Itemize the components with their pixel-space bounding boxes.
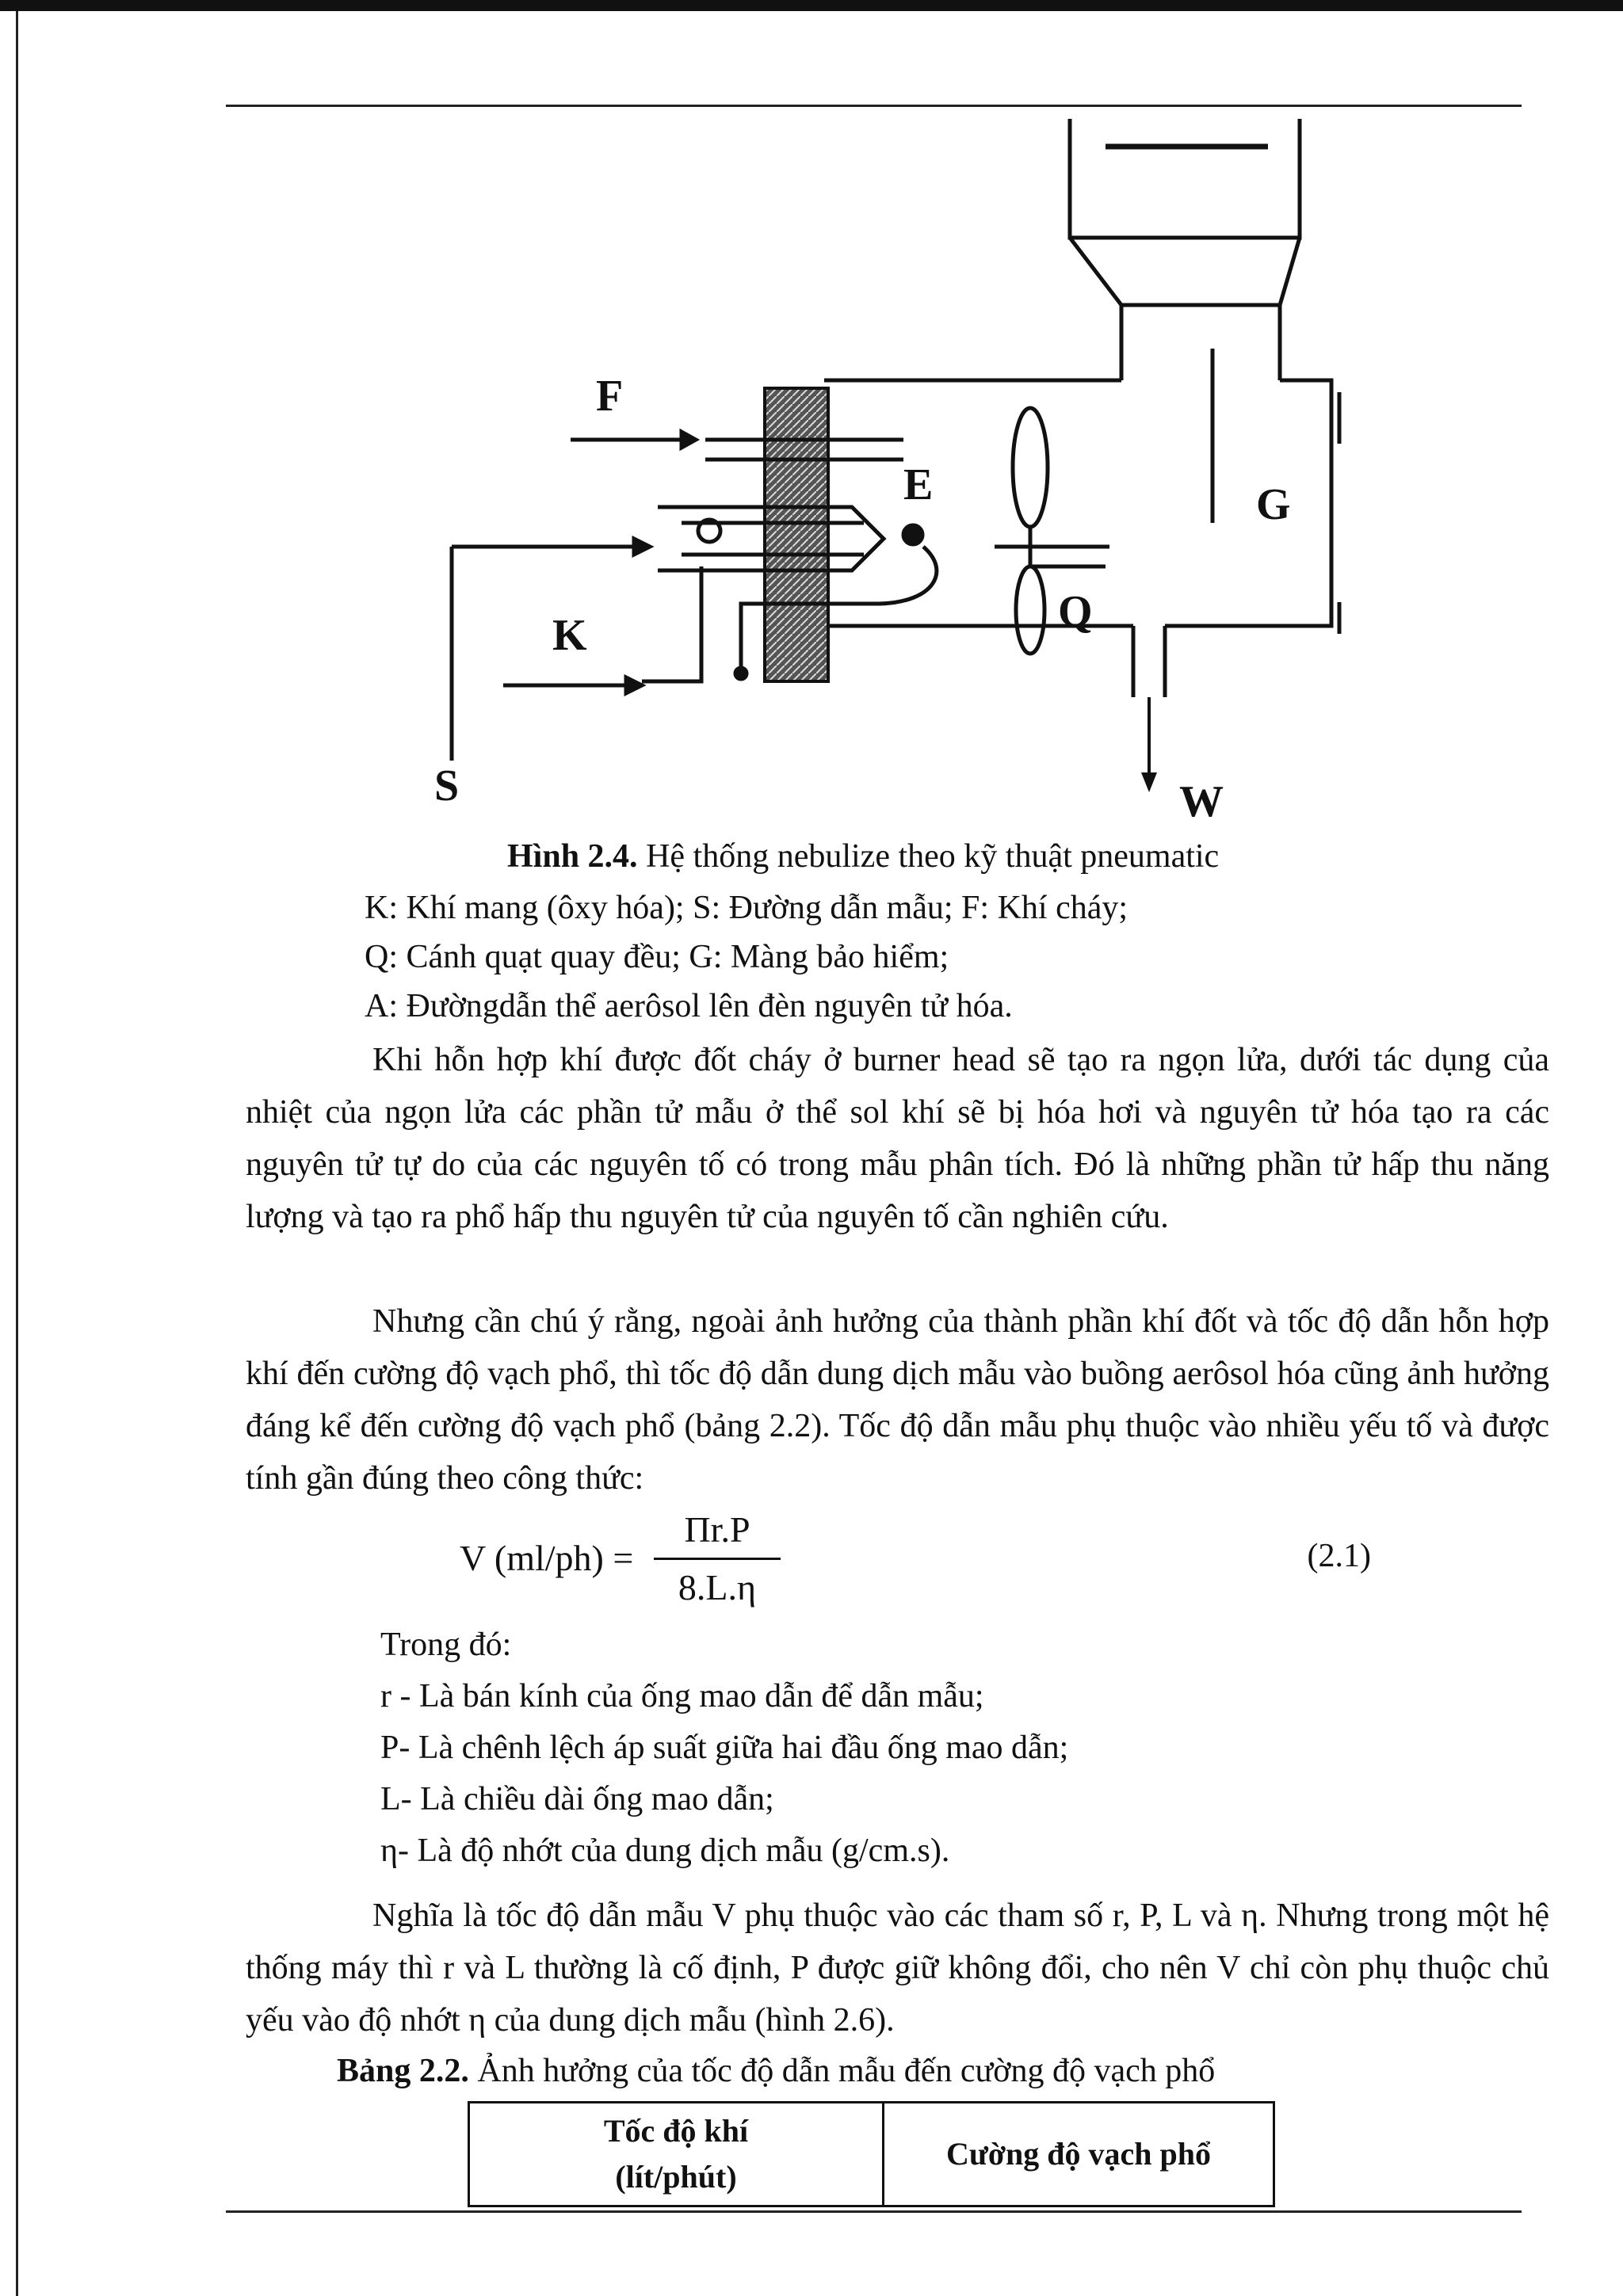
fraction-bar — [654, 1558, 781, 1560]
legend-line-1: K: Khí mang (ôxy hóa); S: Đường dẫn mẫu; F: Khí cháy; — [365, 890, 1128, 926]
formula-number: (2.1) — [1307, 1538, 1371, 1574]
label-s: S — [434, 761, 460, 810]
table-2-2 — [468, 2101, 1275, 2207]
footer-rule — [226, 2210, 1522, 2213]
paragraph-2: Nhưng cần chú ý rằng, ngoài ảnh hưởng của thành phần khí đốt và tốc độ dẫn hỗn hợp khí đến cường độ vạch phổ, thì tốc độ dẫn dung dịch mẫu vào buồng aerôsol hóa cũng ảnh hưởng đáng kể đến cường độ vạch phổ (bảng 2.2). Tốc độ dẫn mẫu phụ thuộc vào nhiều yếu tố và được tính gần đúng theo công thức: — [246, 1303, 1549, 1497]
chamber-right — [1165, 380, 1331, 626]
formula-numerator: Πr.P — [684, 1509, 750, 1550]
fuel-gas-inlet — [571, 432, 903, 460]
conclusion-paragraph: Nghĩa là tốc độ dẫn mẫu V phụ thuộc vào các tham số r, P, L và η. Nhưng trong một hệ thống máy thì r và L thường là cố định, P được giữ không đổi, cho nên V chỉ còn phụ thuộc chủ yếu vào độ nhớt η của dung dịch mẫu (hình 2.6). — [246, 1897, 1549, 2039]
funnel-right — [1280, 238, 1300, 380]
table-caption-text: Ảnh hưởng của tốc độ dẫn mẫu đến cường độ vạch phổ — [477, 2053, 1216, 2089]
table-caption — [337, 2052, 1215, 2090]
label-k: K — [552, 611, 587, 660]
hatched-end-plate — [765, 388, 828, 681]
figure-caption-text: Hệ thống nebulize theo kỹ thuật pneumatic — [646, 838, 1220, 875]
label-g: G — [1256, 480, 1291, 529]
formula-fraction — [654, 1505, 781, 1612]
legend-line-3: A: Đườngdẫn thể aerôsol lên đèn nguyên tử hóa. — [365, 988, 1013, 1024]
formula-denominator: 8.L.η — [678, 1567, 757, 1608]
nebulizer-diagram — [0, 0, 1623, 832]
paragraph-1: Khi hỗn hợp khí được đốt cháy ở burner head sẽ tạo ra ngọn lửa, dưới tác dụng của nhiệt của ngọn lửa các phần tử mẫu ở thể sol khí sẽ bị hóa hơi và nguyên tử hóa tạo ra các nguyên tử tự do của các nguyên tố có trong mẫu phân tích. Đó là những phần tử hấp thu năng lượng và tạo ra phổ hấp thu nguyên tử của nguyên tố cần nghiên cứu. — [246, 1042, 1549, 1235]
definition-eta: η- Là độ nhớt của dung dịch mẫu (g/cm.s). — [380, 1833, 950, 1869]
header-line-intensity: Cường độ vạch phổ — [884, 2103, 1274, 2206]
formula-2-1 — [460, 1505, 1371, 1624]
figure-caption — [507, 832, 1219, 881]
funnel-left — [1070, 238, 1121, 380]
header-gas-speed-line1: Tốc độ khí — [603, 2113, 749, 2149]
chimney-outline — [1070, 119, 1300, 238]
legend-line-2: Q: Cánh quạt quay đều; G: Màng bảo hiểm; — [365, 939, 949, 975]
label-e: E — [903, 460, 934, 509]
label-w: W — [1179, 777, 1224, 826]
table-header-row — [469, 2103, 1274, 2206]
definition-r: r - Là bán kính của ống mao dẫn để dẫn mẫu; — [380, 1678, 984, 1714]
definitions-intro: Trong đó: — [380, 1627, 512, 1663]
table-caption-prefix: Bảng 2.2. — [337, 2053, 469, 2089]
definition-l: L- Là chiều dài ống mao dẫn; — [380, 1781, 774, 1817]
header-gas-speed — [469, 2103, 884, 2206]
label-f: F — [596, 372, 624, 421]
header-gas-speed-line2: (lít/phút) — [615, 2159, 737, 2195]
formula-lhs: V (ml/ph) = — [460, 1538, 634, 1578]
label-q: Q — [1058, 587, 1093, 636]
definition-p: P- Là chênh lệch áp suất giữa hai đầu ống mao dẫn; — [380, 1730, 1069, 1766]
figure-caption-prefix: Hình 2.4. — [507, 838, 638, 875]
